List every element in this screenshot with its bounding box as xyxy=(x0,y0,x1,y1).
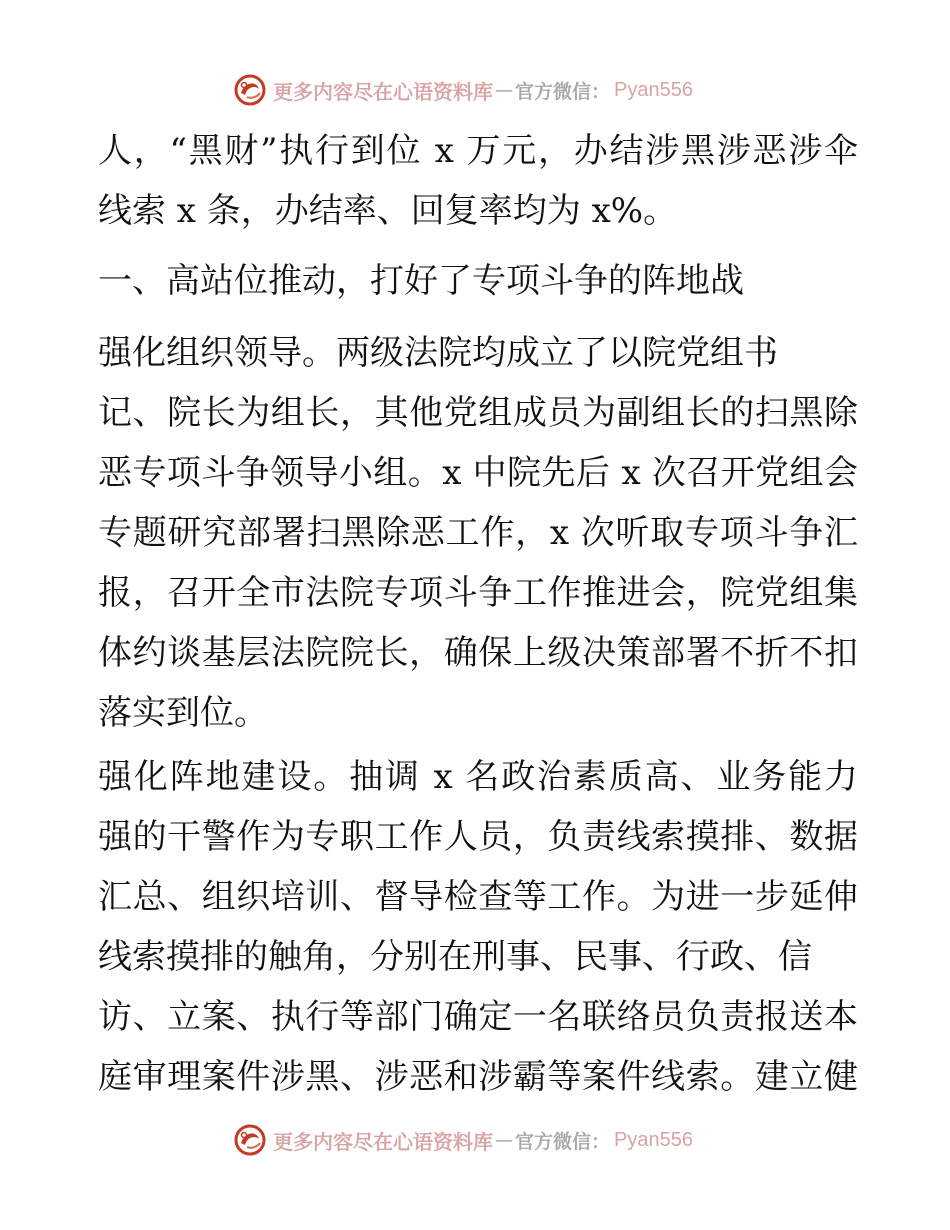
text-line: 专题研究部署扫黑除恶工作，x 次听取专项斗争汇 xyxy=(98,513,858,553)
heading-line: 一、高站位推动，打好了专项斗争的阵地战 xyxy=(98,261,744,301)
text-line: 体约谈基层法院院长，确保上级决策部署不折不扣 xyxy=(98,633,858,673)
text-line: 人，“黑财”执行到位 x 万元，办结涉黑涉恶涉伞 xyxy=(98,131,858,171)
paragraph-intro xyxy=(98,121,858,241)
swirl-logo-icon xyxy=(233,1123,267,1157)
text-line: 访、立案、执行等部门确定一名联络员负责报送本 xyxy=(98,997,858,1037)
watermark-wechat-label: 官方微信： xyxy=(515,80,611,103)
footer-watermark xyxy=(233,1122,693,1158)
text-line: 报，召开全市法院专项斗争工作推进会，院党组集 xyxy=(98,573,858,613)
text-line: 线索摸排的触角，分别在刑事、民事、行政、信 xyxy=(98,937,812,977)
watermark-wechat-label: 官方微信： xyxy=(515,1130,611,1153)
text-line: 记、院长为组长，其他党组成员为副组长的扫黑除 xyxy=(98,393,858,433)
text-line: 强化阵地建设。抽调 x 名政治素质高、业务能力 xyxy=(98,757,858,797)
watermark-separator: — xyxy=(495,79,513,101)
text-line: 汇总、组织培训、督导检查等工作。为进一步延伸 xyxy=(98,877,858,917)
text-line: 强的干警作为专职工作人员，负责线索摸排、数据 xyxy=(98,817,858,857)
section-heading xyxy=(98,251,858,311)
text-line: 强化组织领导。两级法院均成立了以院党组书 xyxy=(98,333,778,373)
watermark-separator: — xyxy=(495,1129,513,1151)
text-line: 线索 x 条，办结率、回复率均为 x%。 xyxy=(98,191,678,231)
watermark-text: 更多内容尽在心语资料库 xyxy=(273,1129,493,1154)
text-line: 庭审理案件涉黑、涉恶和涉霸等案件线索。建立健 xyxy=(98,1057,858,1097)
text-line: 落实到位。 xyxy=(98,693,268,733)
watermark-wechat-id: Pyan556 xyxy=(614,1128,693,1151)
header-watermark xyxy=(233,72,693,108)
paragraph-organization xyxy=(98,323,858,743)
swirl-logo-icon xyxy=(233,73,267,107)
watermark-text: 更多内容尽在心语资料库 xyxy=(273,79,493,104)
paragraph-base-construction xyxy=(98,747,858,1107)
watermark-wechat-id: Pyan556 xyxy=(614,78,693,101)
text-line: 恶专项斗争领导小组。x 中院先后 x 次召开党组会 xyxy=(98,453,858,493)
